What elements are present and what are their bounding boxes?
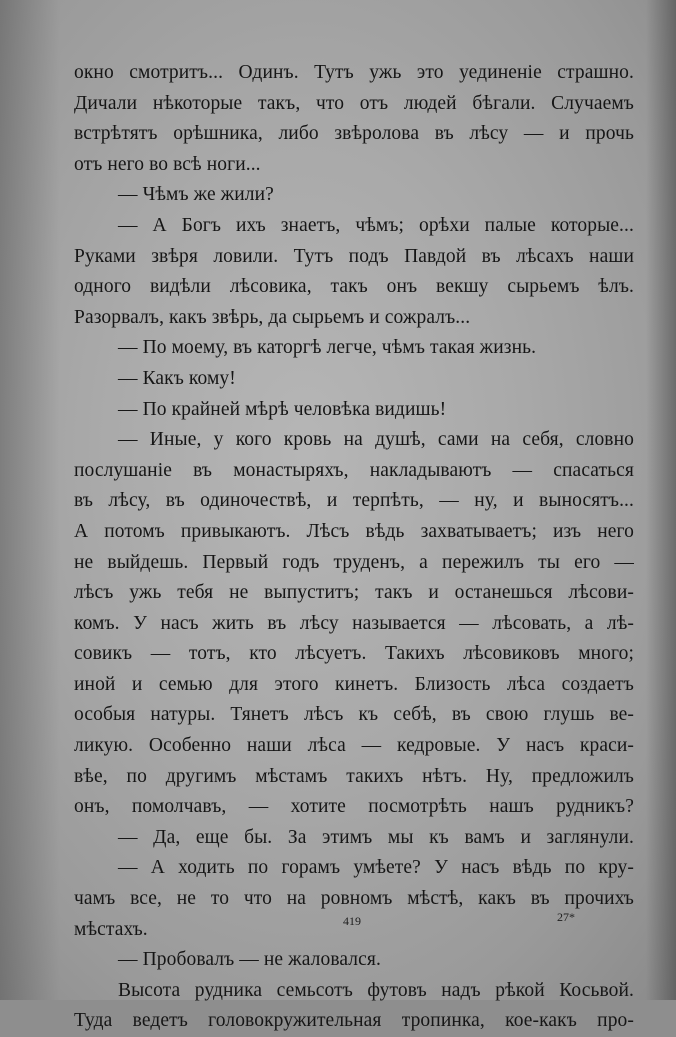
text-line: Руками звѣря ловили. Тутъ подъ Павдой въ лѣсахъ наши (74, 245, 634, 267)
signature-mark: 27* (557, 910, 575, 924)
dialogue-line: — Чѣмъ же жили? (118, 184, 274, 206)
text-line: вѣе, по другимъ мѣстамъ такихъ нѣтъ. Ну, предложилъ (74, 765, 634, 787)
text-line: Дичали нѣкоторые такъ, что отъ людей бѣгали. Случаемъ (74, 92, 634, 114)
text-line: комъ. У насъ жить въ лѣсу называется — лѣсовать, а лѣ- (74, 612, 634, 634)
dialogue-line: — По моему, въ каторгѣ легче, чѣмъ такая жизнь. (118, 337, 537, 359)
paragraph-start-line: Высота рудника семьсотъ футовъ надъ рѣкой Косьвой. (118, 979, 634, 1001)
text-line: совикъ — тотъ, кто лѣсуетъ. Такихъ лѣсовиковъ много; (74, 643, 634, 665)
page-footer (0, 910, 676, 934)
dialogue-line: — А Богъ ихъ знаетъ, чѣмъ; орѣхи палые которые... (118, 214, 634, 236)
text-line: иной и семью для этого кинетъ. Близость лѣса создаетъ (74, 673, 634, 695)
text-line: не выйдешь. Первый годъ труденъ, а пережилъ ты его — (74, 551, 634, 573)
text-line: Разорвалъ, какъ звѣрь, да сырьемъ и сожралъ... (74, 306, 471, 328)
dialogue-line: — Пробовалъ — не жаловался. (118, 949, 381, 971)
text-line: послушаніе въ монастыряхъ, накладываютъ — спасаться (74, 459, 634, 481)
dialogue-line: — Какъ кому! (118, 367, 236, 389)
text-line: чамъ все, не то что на ровномъ мѣстѣ, какъ въ прочихъ (74, 888, 634, 910)
text-line: Туда ведетъ головокружительная тропинка, кое-какъ про- (74, 1010, 634, 1032)
text-line: ликую. Особенно наши лѣса — кедровые. У насъ краси- (74, 735, 634, 757)
text-line: мѣстахъ. (74, 918, 148, 940)
page-number: 419 (343, 914, 361, 928)
dialogue-line: — Иные, у кого кровь на душѣ, сами на себя, словно (118, 429, 634, 451)
text-line: одного видѣли лѣсовика, такъ онъ векшу сырьемъ ѣлъ. (74, 276, 634, 298)
dialogue-line: — А ходить по горамъ умѣете? У насъ вѣдь по кру- (118, 857, 634, 879)
dialogue-line: — По крайней мѣрѣ человѣка видишь! (118, 398, 447, 420)
text-line: онъ, помолчавъ, — хотите посмотрѣть нашъ рудникъ? (74, 796, 634, 818)
text-line: въ лѣсу, въ одиночествѣ, и терпѣть, — ну, и выносятъ... (74, 490, 634, 512)
text-line: окно смотритъ... Одинъ. Тутъ ужь это уединеніе страшно. (74, 62, 634, 83)
text-line: А потомъ привыкаютъ. Лѣсъ вѣдь захватываетъ; изъ него (74, 520, 634, 542)
text-line: встрѣтятъ орѣшника, либо звѣролова въ лѣсу — и прочь (74, 123, 634, 145)
text-line: лѣсъ ужь тебя не выпуститъ; такъ и останешься лѣсови- (74, 582, 634, 604)
text-line: особыя натуры. Тянетъ лѣсъ къ себѣ, въ свою глушь ве- (74, 704, 634, 726)
body-text (74, 58, 634, 1037)
dialogue-line: — Да, еще бы. За этимъ мы къ вамъ и заглянули. (118, 826, 634, 848)
text-line: отъ него во всѣ ноги... (74, 153, 261, 175)
